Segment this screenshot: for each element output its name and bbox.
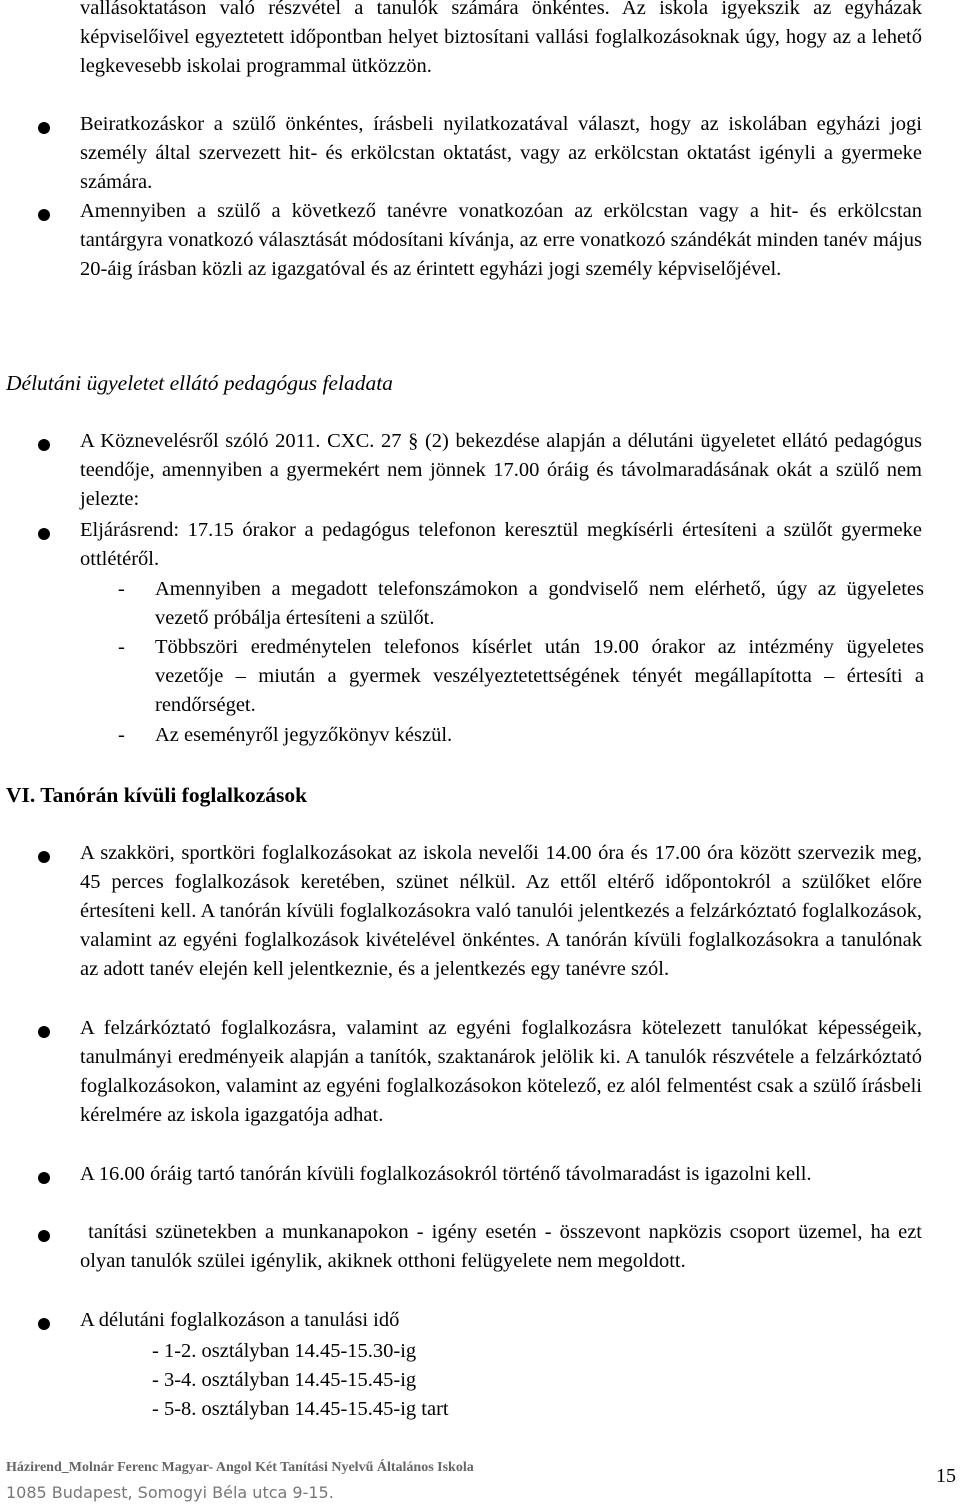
- bullet-dot: [38, 209, 50, 221]
- study-time-bullet: A délutáni foglalkozáson a tanulási idő: [80, 1309, 400, 1331]
- bullet-dot: [38, 528, 50, 540]
- holiday-bullet: tanítási szünetekben a munkanapokon - igény esetén - összevont napközis csoport üzemel, ha ezt olyan tanulók szülei igénylik, akiknek otthoni felügyelete nem megoldott.: [80, 1221, 928, 1272]
- page-number: 15: [936, 1465, 956, 1487]
- bullet-dot: [38, 122, 50, 134]
- dash-item-text: Többszöri eredménytelen telefonos kísérlet után 19.00 órakor az intézmény ügyeletes vezetője – miután a gyermek veszélyeztetettségének tényét megállapította – értesíti a rendőrséget.: [155, 636, 924, 716]
- bullet-dot: [38, 1026, 50, 1038]
- duty-bullet: A Köznevelésről szóló 2011. CXC. 27 § (2) bekezdése alapján a délutáni ügyeletet ellátó pedagógus teendője, amennyiben a gyermekért nem jönnek 17.00 óráig és távolmaradásának okát a szülő nem jelezte:: [80, 430, 922, 510]
- continued-paragraph: vallásoktatáson való részvétel a tanulók számára önkéntes. Az iskola igyekszik az egyházak képviselőivel egyeztetett időpontban helyet biztosítani vallási foglalkozásoknak úgy, hogy az a lehető legkevesebb iskolai programmal ütközzön.: [80, 0, 922, 77]
- dash-marker: -: [118, 636, 125, 658]
- dash-item-text: Amennyiben a megadott telefonszámokon a gondviselő nem elérhető, úgy az ügyeletes vezető próbálja értesíteni a szülőt.: [155, 578, 924, 629]
- dash-item: [118, 575, 924, 633]
- footer-address: 1085 Budapest, Somogyi Béla utca 9-15.: [6, 1483, 334, 1502]
- enrollment-bullet: Beiratkozáskor a szülő önkéntes, írásbeli nyilatkozatával választ, hogy az iskolában egyházi jogi személy által szervezett hit- és erkölcstan oktatást, vagy az erkölcstan oktatást igényli a gyermeke számára.: [80, 113, 922, 193]
- absence-bullet: A 16.00 óráig tartó tanórán kívüli foglalkozásokról történő távolmaradást is igazolni kell.: [80, 1163, 812, 1185]
- bullet-dot: [38, 1318, 50, 1330]
- duty-subheading: Délutáni ügyeletet ellátó pedagógus feladata: [6, 371, 393, 395]
- bullet-dot: [38, 1230, 50, 1242]
- dash-marker: -: [118, 724, 125, 746]
- dash-marker: -: [118, 578, 125, 600]
- remedial-bullet: A felzárkóztató foglalkozásra, valamint az egyéni foglalkozásra kötelezett tanulókat képességeik, tanulmányi eredményeik alapján a tanítók, szaktanárok jelölik ki. A tanulók részvétele a felzárkóztató foglalkozásokon, valamint az egyéni foglalkozásokon kötelező, ez alól felmentést csak a szülő írásbeli kérelmére az iskola igazgatója adhat.: [80, 1017, 922, 1126]
- bullet-dot: [38, 439, 50, 451]
- schedule-row: - 1-2. osztályban 14.45-15.30-ig: [152, 1340, 417, 1362]
- section-title: VI. Tanórán kívüli foglalkozások: [6, 783, 308, 807]
- religion-change-bullet: Amennyiben a szülő a következő tanévre vonatkozóan az erkölcstan vagy a hit- és erkölcstan tantárgyra vonatkozó választását módosítani kívánja, az erre vonatkozó szándékát minden tanév május 20-áig írásban közli az igazgatóval és az érintett egyházi jogi személy képviselőjével.: [80, 200, 922, 280]
- schedule-row: - 5-8. osztályban 14.45-15.45-ig tart: [152, 1398, 449, 1420]
- footer-school-name: Házirend_Molnár Ferenc Magyar- Angol Két Tanítási Nyelvű Általános Iskola: [6, 1460, 474, 1475]
- dash-item: [118, 633, 924, 720]
- procedure-bullet: Eljárásrend: 17.15 órakor a pedagógus telefonon keresztül megkísérli értesíteni a szülőt gyermeke ottlétéről.: [80, 519, 922, 570]
- bullet-dot: [38, 1172, 50, 1184]
- dash-item: [118, 721, 924, 750]
- dash-item-text: Az eseményről jegyzőkönyv készül.: [155, 724, 453, 746]
- clubs-bullet: A szakköri, sportköri foglalkozásokat az iskola nevelői 14.00 óra és 17.00 óra között szervezik meg, 45 perces foglalkozások keretében, szünet nélkül. Az ettől eltérő időpontokról a szülőket előre értesíteni kell. A tanórán kívüli foglalkozásokra való tanulói jelentkezés a felzárkóztató foglalkozások, valamint az egyéni foglalkozások kivételével önkéntes. A tanórán kívüli foglalkozásokra a tanulónak az adott tanév elején kell jelentkeznie, és a jelentkezés egy tanévre szól.: [80, 842, 922, 980]
- schedule-row: - 3-4. osztályban 14.45-15.45-ig: [152, 1369, 417, 1391]
- bullet-dot: [38, 851, 50, 863]
